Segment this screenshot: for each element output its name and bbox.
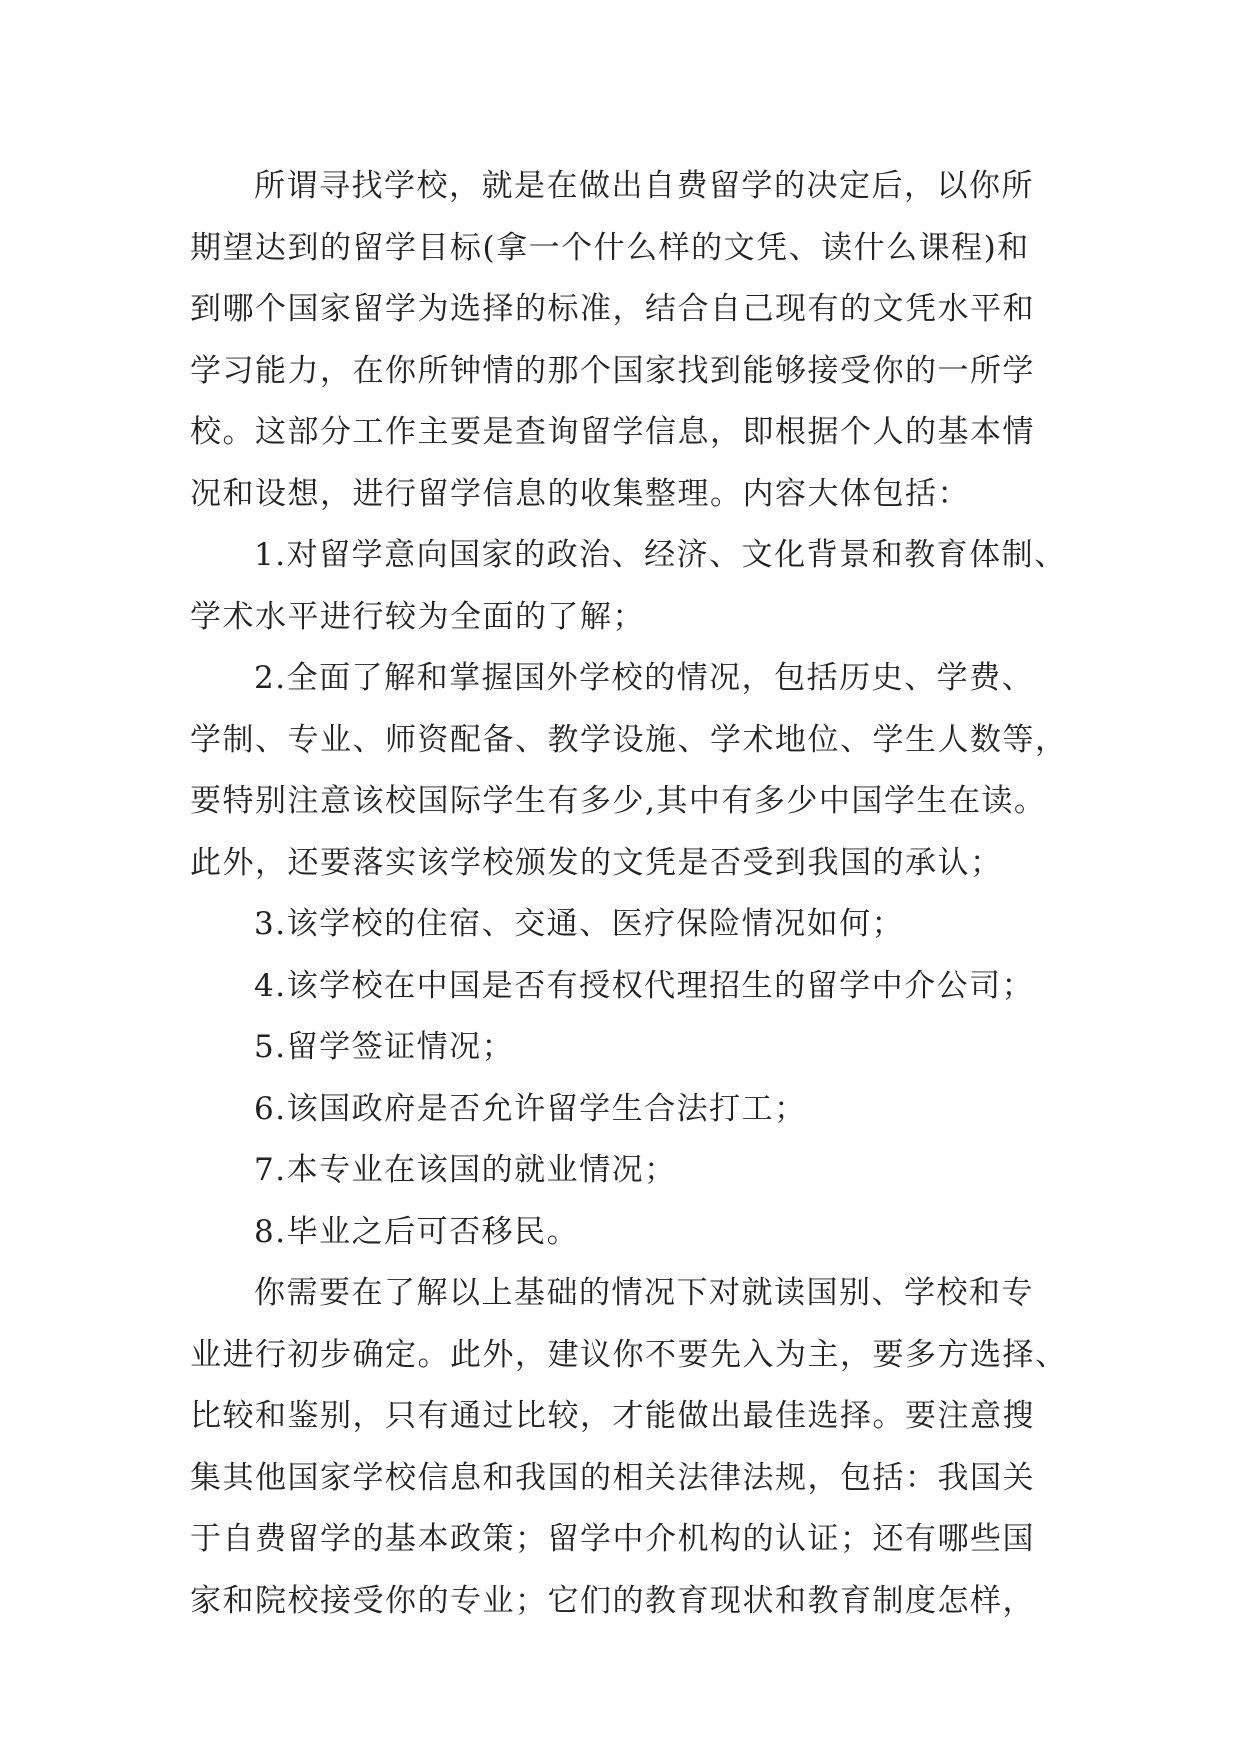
- list-item-2-line: 学制、专业、师资配备、教学设施、学术地位、学生人数等，: [190, 721, 1068, 758]
- paragraph-2-line: 于自费留学的基本政策；留学中介机构的认证；还有哪些国: [190, 1521, 1035, 1557]
- list-item-1-line: 学术水平进行较为全面的了解；: [190, 598, 645, 635]
- paragraph-1-line: 学习能力，在你所钟情的那个国家找到能够接受你的一所学: [190, 352, 1035, 389]
- list-item-6: 6.该国政府是否允许留学生合法打工；: [254, 1090, 807, 1127]
- paragraph-1-line: 期望达到的留学目标(拿一个什么样的文凭、读什么课程)和: [190, 229, 1030, 266]
- paragraph-1-line: 况和设想，进行留学信息的收集整理。内容大体包括：: [190, 475, 970, 512]
- paragraph-2-line: 家和院校接受你的专业；它们的教育现状和教育制度怎样，: [190, 1582, 1035, 1619]
- list-item-4: 4.该学校在中国是否有授权代理招生的留学中介公司；: [254, 967, 1035, 1004]
- paragraph-1-line: 到哪个国家留学为选择的标准，结合自己现有的文凭水平和: [190, 291, 1035, 327]
- list-item-2-line: 要特别注意该校国际学生有多少,其中有多少中国学生在读。: [190, 783, 1047, 819]
- document-body: [190, 156, 1068, 1632]
- paragraph-2-line: 业进行初步确定。此外，建议你不要先入为主，要多方选择、: [190, 1336, 1068, 1373]
- list-item-8: 8.毕业之后可否移民。: [254, 1213, 580, 1250]
- paragraph-2-line: 集其他国家学校信息和我国的相关法律法规，包括：我国关: [190, 1459, 1035, 1496]
- list-item-3: 3.该学校的住宿、交通、医疗保险情况如何；: [254, 906, 905, 942]
- list-item-2-line: 2.全面了解和掌握国外学校的情况，包括历史、学费、: [254, 660, 1035, 696]
- paragraph-1-line: 校。这部分工作主要是查询留学信息，即根据个人的基本情: [190, 414, 1035, 450]
- paragraph-2-line: 比较和鉴别，只有通过比较，才能做出最佳选择。要注意搜: [190, 1398, 1035, 1434]
- list-item-1-line: 1.对留学意向国家的政治、经济、文化背景和教育体制、: [254, 537, 1067, 573]
- list-item-7: 7.本专业在该国的就业情况；: [254, 1152, 677, 1188]
- list-item-2-line: 此外，还要落实该学校颁发的文凭是否受到我国的承认；: [190, 844, 1003, 881]
- list-item-5: 5.留学签证情况；: [254, 1029, 515, 1065]
- paragraph-2-line: 你需要在了解以上基础的情况下对就读国别、学校和专: [254, 1275, 1034, 1311]
- paragraph-1-line: 所谓寻找学校，就是在做出自费留学的决定后，以你所: [254, 168, 1034, 204]
